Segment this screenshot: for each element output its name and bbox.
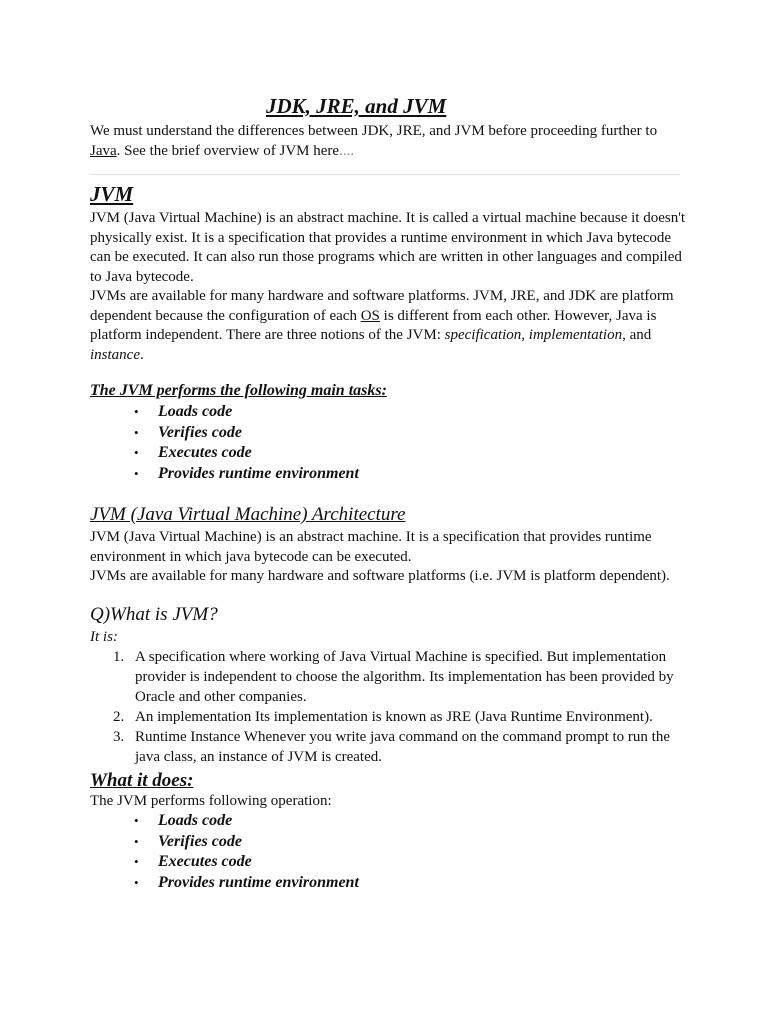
list-item [113, 727, 675, 767]
list-item [134, 811, 690, 832]
bullet-icon: • [134, 813, 139, 828]
intro-text-after: . See the brief overview of JVM here [116, 142, 340, 159]
task-label: Executes code [158, 444, 252, 461]
task-label: Executes code [158, 853, 252, 870]
operation-intro: The JVM performs following operation: [90, 792, 332, 809]
architecture-heading: JVM (Java Virtual Machine) Architecture [90, 504, 406, 525]
jvm-definition-list [113, 647, 675, 767]
intro-ellipsis: .... [339, 142, 355, 159]
list-item [113, 707, 675, 727]
question-heading: Q)What is JVM? [90, 603, 218, 625]
list-item [134, 832, 690, 853]
page-title: JDK, JRE, and JVM [266, 94, 447, 118]
definition-text: Runtime Instance Whenever you write java command on the command prompt to run the java class, an instance of JVM is created. [135, 728, 670, 765]
notion-separator: , and [622, 327, 652, 343]
list-item [134, 402, 690, 423]
task-label: Verifies code [158, 423, 242, 441]
bullet-icon: • [134, 424, 139, 440]
java-link[interactable]: Java [90, 142, 117, 159]
task-label: Loads code [158, 403, 233, 420]
list-item [134, 852, 690, 873]
notion-implementation: implementation [528, 327, 623, 343]
jvm-para2-text: JVMs are available for many hardware and software platforms. JVM, JRE, and JDK are platform dependent because the configuration of each [90, 288, 674, 324]
list-item [113, 647, 675, 707]
document-page [90, 92, 690, 893]
definition-text: A specification where working of Java Virtual Machine is specified. But implementation provider is independent to choose the algorithm. Its implementation has been provided by Oracle and other companies. [135, 648, 674, 705]
list-number: 2. [113, 708, 125, 725]
task-label: Provides runtime environment [158, 464, 359, 482]
bullet-icon: • [134, 445, 139, 460]
list-number: 3. [113, 728, 125, 745]
notion-instance: instance [90, 346, 140, 363]
sentence-end: . [140, 346, 144, 363]
list-item [134, 464, 690, 485]
architecture-paragraph-1: JVM (Java Virtual Machine) is an abstract machine. It is a specification that provides runtime environment in which java bytecode can be executed. [90, 529, 652, 565]
bullet-icon: • [134, 833, 139, 849]
tasks-heading: The JVM performs the following main tasks: [90, 382, 387, 399]
definition-text: An implementation Its implementation is known as JRE (Java Runtime Environment). [135, 708, 653, 725]
architecture-paragraph-2: JVMs are available for many hardware and software platforms (i.e. JVM is platform dependent). [90, 568, 670, 584]
list-number: 1. [113, 648, 125, 665]
list-item [134, 423, 690, 444]
operation-tasks-list [134, 811, 690, 893]
bullet-icon: • [134, 404, 139, 419]
intro-paragraph [90, 122, 690, 161]
what-it-does-heading: What it does: [90, 769, 194, 791]
jvm-tasks-list [134, 402, 690, 484]
jvm-paragraph-1: JVM (Java Virtual Machine) is an abstract machine. It is called a virtual machine because it doesn't physically exist. It is a specification that provides a runtime environment in which Java bytecode can be executed. It can also run those programs which are written in other languages and compiled to Java bytecode. [90, 210, 686, 285]
notion-separator: , [521, 327, 529, 343]
os-link[interactable]: OS [360, 307, 380, 324]
intro-text: We must understand the differences between JDK, JRE, and JVM before proceeding further to [90, 123, 658, 139]
task-label: Loads code [158, 812, 233, 829]
task-label: Verifies code [158, 832, 242, 850]
bullet-icon: • [134, 465, 139, 481]
jvm-paragraph-2 [90, 287, 690, 365]
jvm-heading-text: JVM [90, 182, 134, 206]
list-item [134, 873, 690, 894]
jvm-heading [90, 179, 690, 209]
jvm-para2-text-after: is different from each other. However, Java is platform independent. There are three notions of the JVM: [90, 307, 657, 343]
notion-specification: specification [444, 327, 522, 343]
bullet-icon: • [134, 874, 139, 890]
bullet-icon: • [134, 854, 139, 869]
it-is-label: It is: [90, 628, 118, 645]
list-item [134, 443, 690, 464]
task-label: Provides runtime environment [158, 873, 359, 891]
section-divider [90, 174, 680, 175]
